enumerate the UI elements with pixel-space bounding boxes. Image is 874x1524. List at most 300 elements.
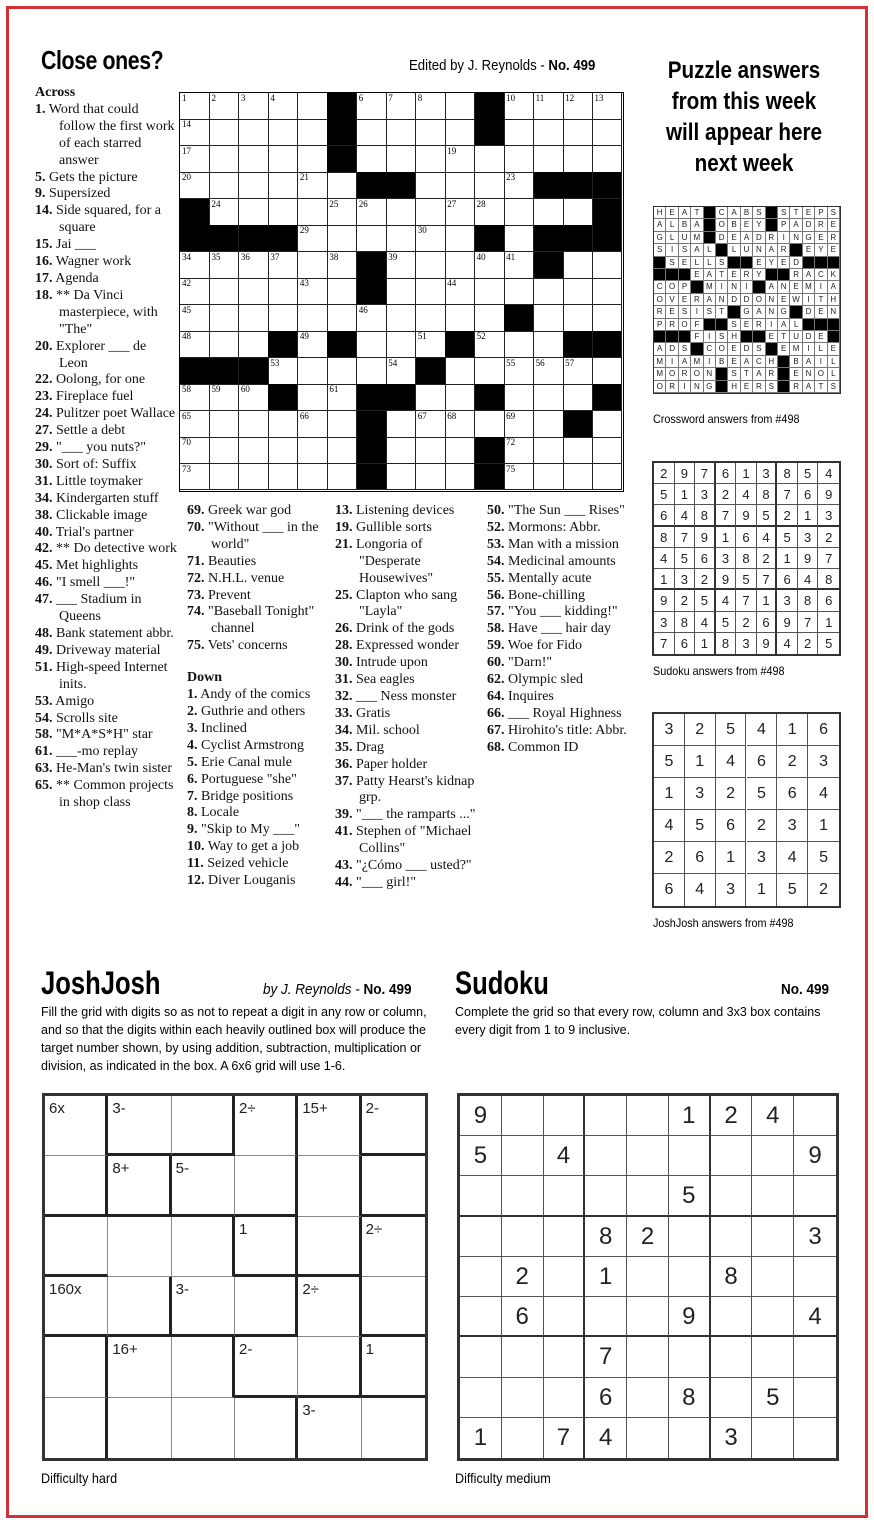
crossword-cell[interactable] xyxy=(268,119,298,146)
crossword-cell[interactable] xyxy=(416,464,446,491)
sudoku-cell[interactable]: 9 xyxy=(460,1096,502,1136)
crossword-cell[interactable] xyxy=(445,172,475,199)
crossword-cell[interactable] xyxy=(268,146,298,173)
sudoku-cell[interactable] xyxy=(669,1136,711,1176)
crossword-cell[interactable] xyxy=(327,437,357,464)
crossword-cell[interactable] xyxy=(475,411,505,438)
crossword-cell[interactable] xyxy=(357,331,387,358)
crossword-cell[interactable] xyxy=(209,93,239,120)
crossword-cell[interactable] xyxy=(504,146,534,173)
joshjosh-cell[interactable] xyxy=(172,1156,235,1216)
sudoku-cell[interactable] xyxy=(669,1217,711,1257)
sudoku-cell[interactable] xyxy=(627,1337,669,1377)
crossword-cell[interactable] xyxy=(593,437,623,464)
crossword-cell[interactable] xyxy=(209,331,239,358)
crossword-cell[interactable] xyxy=(239,146,269,173)
crossword-cell[interactable] xyxy=(298,172,328,199)
crossword-cell[interactable] xyxy=(298,358,328,385)
crossword-cell[interactable] xyxy=(445,411,475,438)
crossword-cell[interactable] xyxy=(445,358,475,385)
sudoku-cell[interactable] xyxy=(460,1297,502,1337)
sudoku-cell[interactable] xyxy=(752,1257,794,1297)
crossword-cell[interactable] xyxy=(504,225,534,252)
crossword-cell[interactable] xyxy=(593,411,623,438)
sudoku-cell[interactable]: 5 xyxy=(460,1136,502,1176)
crossword-cell[interactable] xyxy=(416,119,446,146)
crossword-cell[interactable] xyxy=(298,119,328,146)
sudoku-cell[interactable] xyxy=(794,1176,836,1216)
crossword-cell[interactable] xyxy=(563,146,593,173)
crossword-cell[interactable] xyxy=(504,172,534,199)
crossword-cell[interactable] xyxy=(209,305,239,332)
crossword-cell[interactable] xyxy=(563,93,593,120)
sudoku-cell[interactable]: 5 xyxy=(752,1378,794,1418)
crossword-cell[interactable] xyxy=(534,331,564,358)
joshjosh-cell[interactable] xyxy=(298,1277,361,1337)
crossword-cell[interactable] xyxy=(298,225,328,252)
crossword-cell[interactable] xyxy=(239,305,269,332)
crossword-cell[interactable] xyxy=(475,172,505,199)
crossword-cell[interactable] xyxy=(239,119,269,146)
crossword-cell[interactable] xyxy=(298,305,328,332)
sudoku-cell[interactable] xyxy=(627,1096,669,1136)
sudoku-cell[interactable]: 4 xyxy=(585,1418,627,1458)
crossword-cell[interactable] xyxy=(416,384,446,411)
crossword-cell[interactable] xyxy=(268,305,298,332)
crossword-cell[interactable] xyxy=(298,411,328,438)
joshjosh-cell[interactable] xyxy=(298,1096,361,1156)
crossword-cell[interactable] xyxy=(386,119,416,146)
crossword-cell[interactable] xyxy=(504,384,534,411)
crossword-cell[interactable] xyxy=(534,384,564,411)
sudoku-cell[interactable] xyxy=(544,1378,586,1418)
crossword-cell[interactable] xyxy=(327,358,357,385)
crossword-cell[interactable] xyxy=(268,358,298,385)
crossword-cell[interactable] xyxy=(475,331,505,358)
sudoku-cell[interactable] xyxy=(711,1378,753,1418)
crossword-cell[interactable] xyxy=(534,278,564,305)
crossword-cell[interactable] xyxy=(563,199,593,226)
crossword-cell[interactable] xyxy=(327,199,357,226)
crossword-cell[interactable] xyxy=(180,278,210,305)
crossword-cell[interactable] xyxy=(357,146,387,173)
joshjosh-cell[interactable] xyxy=(362,1096,425,1156)
crossword-cell[interactable] xyxy=(386,225,416,252)
crossword-cell[interactable] xyxy=(180,464,210,491)
crossword-cell[interactable] xyxy=(298,146,328,173)
crossword-cell[interactable] xyxy=(180,93,210,120)
sudoku-cell[interactable] xyxy=(669,1418,711,1458)
crossword-cell[interactable] xyxy=(386,411,416,438)
crossword-cell[interactable] xyxy=(209,411,239,438)
crossword-cell[interactable] xyxy=(504,331,534,358)
crossword-cell[interactable] xyxy=(180,172,210,199)
crossword-cell[interactable] xyxy=(327,411,357,438)
crossword-cell[interactable] xyxy=(357,358,387,385)
crossword-cell[interactable] xyxy=(180,146,210,173)
crossword-cell[interactable] xyxy=(416,172,446,199)
sudoku-cell[interactable] xyxy=(794,1337,836,1377)
crossword-cell[interactable] xyxy=(239,464,269,491)
crossword-cell[interactable] xyxy=(357,305,387,332)
crossword-cell[interactable] xyxy=(416,146,446,173)
crossword-cell[interactable] xyxy=(327,252,357,279)
joshjosh-cell[interactable] xyxy=(108,1217,171,1277)
joshjosh-cell[interactable] xyxy=(108,1156,171,1216)
joshjosh-cell[interactable] xyxy=(362,1156,425,1216)
crossword-cell[interactable] xyxy=(298,199,328,226)
crossword-cell[interactable] xyxy=(445,225,475,252)
sudoku-cell[interactable] xyxy=(544,1257,586,1297)
crossword-cell[interactable] xyxy=(239,437,269,464)
crossword-cell[interactable] xyxy=(209,146,239,173)
sudoku-cell[interactable]: 7 xyxy=(585,1337,627,1377)
sudoku-cell[interactable] xyxy=(460,1378,502,1418)
sudoku-cell[interactable] xyxy=(544,1217,586,1257)
crossword-cell[interactable] xyxy=(386,278,416,305)
crossword-cell[interactable] xyxy=(209,252,239,279)
crossword-cell[interactable] xyxy=(327,384,357,411)
joshjosh-cell[interactable] xyxy=(172,1337,235,1397)
sudoku-cell[interactable]: 1 xyxy=(585,1257,627,1297)
sudoku-cell[interactable] xyxy=(502,1378,544,1418)
sudoku-cell[interactable]: 4 xyxy=(752,1096,794,1136)
sudoku-cell[interactable] xyxy=(460,1337,502,1377)
crossword-cell[interactable] xyxy=(475,278,505,305)
sudoku-cell[interactable] xyxy=(585,1297,627,1337)
crossword-cell[interactable] xyxy=(534,146,564,173)
joshjosh-cell[interactable] xyxy=(172,1217,235,1277)
crossword-cell[interactable] xyxy=(268,172,298,199)
sudoku-cell[interactable] xyxy=(585,1176,627,1216)
sudoku-cell[interactable] xyxy=(502,1136,544,1176)
crossword-cell[interactable] xyxy=(593,464,623,491)
crossword-cell[interactable] xyxy=(563,384,593,411)
crossword-cell[interactable] xyxy=(357,199,387,226)
crossword-cell[interactable] xyxy=(534,119,564,146)
crossword-cell[interactable] xyxy=(180,411,210,438)
joshjosh-cell[interactable] xyxy=(108,1398,171,1458)
joshjosh-cell[interactable] xyxy=(45,1398,108,1458)
crossword-cell[interactable] xyxy=(180,437,210,464)
crossword-cell[interactable] xyxy=(563,119,593,146)
joshjosh-cell[interactable] xyxy=(235,1217,298,1277)
sudoku-cell[interactable] xyxy=(460,1176,502,1216)
joshjosh-cell[interactable] xyxy=(298,1217,361,1277)
crossword-cell[interactable] xyxy=(475,305,505,332)
crossword-cell[interactable] xyxy=(298,278,328,305)
crossword-cell[interactable] xyxy=(416,278,446,305)
crossword-cell[interactable] xyxy=(504,252,534,279)
joshjosh-cell[interactable] xyxy=(362,1398,425,1458)
crossword-cell[interactable] xyxy=(563,464,593,491)
sudoku-cell[interactable]: 7 xyxy=(544,1418,586,1458)
crossword-cell[interactable] xyxy=(239,278,269,305)
crossword-cell[interactable] xyxy=(327,225,357,252)
joshjosh-cell[interactable] xyxy=(45,1096,108,1156)
crossword-cell[interactable] xyxy=(239,199,269,226)
crossword-cell[interactable] xyxy=(534,437,564,464)
crossword-cell[interactable] xyxy=(445,146,475,173)
sudoku-cell[interactable] xyxy=(794,1257,836,1297)
crossword-cell[interactable] xyxy=(534,199,564,226)
crossword-cell[interactable] xyxy=(475,146,505,173)
crossword-cell[interactable] xyxy=(180,119,210,146)
sudoku-cell[interactable] xyxy=(460,1217,502,1257)
joshjosh-cell[interactable] xyxy=(172,1398,235,1458)
crossword-cell[interactable] xyxy=(563,437,593,464)
crossword-cell[interactable] xyxy=(475,199,505,226)
joshjosh-cell[interactable] xyxy=(298,1398,361,1458)
crossword-cell[interactable] xyxy=(357,119,387,146)
crossword-cell[interactable] xyxy=(534,305,564,332)
crossword-cell[interactable] xyxy=(209,199,239,226)
crossword-cell[interactable] xyxy=(593,146,623,173)
sudoku-cell[interactable]: 2 xyxy=(502,1257,544,1297)
crossword-cell[interactable] xyxy=(357,225,387,252)
crossword-cell[interactable] xyxy=(563,278,593,305)
sudoku-cell[interactable] xyxy=(585,1096,627,1136)
crossword-cell[interactable] xyxy=(209,464,239,491)
crossword-cell[interactable] xyxy=(563,252,593,279)
crossword-cell[interactable] xyxy=(239,172,269,199)
crossword-cell[interactable] xyxy=(357,93,387,120)
crossword-cell[interactable] xyxy=(593,278,623,305)
sudoku-cell[interactable] xyxy=(794,1418,836,1458)
sudoku-cell[interactable] xyxy=(669,1257,711,1297)
joshjosh-cell[interactable] xyxy=(172,1277,235,1337)
joshjosh-cell[interactable] xyxy=(108,1277,171,1337)
crossword-cell[interactable] xyxy=(534,93,564,120)
crossword-cell[interactable] xyxy=(504,119,534,146)
crossword-cell[interactable] xyxy=(239,384,269,411)
joshjosh-cell[interactable] xyxy=(362,1337,425,1397)
crossword-cell[interactable] xyxy=(504,278,534,305)
answer-letter: M xyxy=(654,368,666,380)
crossword-cell[interactable] xyxy=(209,278,239,305)
sudoku-cell[interactable] xyxy=(502,1096,544,1136)
crossword-cell[interactable] xyxy=(504,199,534,226)
crossword-cell[interactable] xyxy=(416,305,446,332)
crossword-cell[interactable] xyxy=(445,278,475,305)
crossword-cell[interactable] xyxy=(180,384,210,411)
sudoku-cell[interactable] xyxy=(794,1096,836,1136)
crossword-cell[interactable] xyxy=(534,464,564,491)
sudoku-cell[interactable] xyxy=(502,1418,544,1458)
crossword-cell[interactable] xyxy=(386,331,416,358)
crossword-cell[interactable] xyxy=(268,252,298,279)
crossword-cell[interactable] xyxy=(563,305,593,332)
joshjosh-cell[interactable] xyxy=(108,1337,171,1397)
crossword-cell[interactable] xyxy=(386,146,416,173)
sudoku-cell[interactable] xyxy=(627,1176,669,1216)
joshjosh-cell[interactable] xyxy=(298,1337,361,1397)
crossword-cell[interactable] xyxy=(386,252,416,279)
crossword-cell[interactable] xyxy=(209,437,239,464)
sudoku-cell[interactable] xyxy=(752,1418,794,1458)
sudoku-cell[interactable] xyxy=(544,1297,586,1337)
crossword-cell[interactable] xyxy=(298,331,328,358)
crossword-cell[interactable] xyxy=(416,225,446,252)
sudoku-cell[interactable] xyxy=(752,1136,794,1176)
sudoku-cell[interactable] xyxy=(544,1176,586,1216)
sudoku-cell[interactable] xyxy=(627,1257,669,1297)
crossword-cell[interactable] xyxy=(386,437,416,464)
sudoku-cell[interactable]: 9 xyxy=(794,1136,836,1176)
joshjosh-cell[interactable] xyxy=(235,1156,298,1216)
sudoku-cell[interactable] xyxy=(711,1176,753,1216)
sudoku-cell[interactable]: 3 xyxy=(794,1217,836,1257)
crossword-cell[interactable] xyxy=(475,252,505,279)
sudoku-cell[interactable]: 6 xyxy=(502,1297,544,1337)
crossword-cell[interactable] xyxy=(445,464,475,491)
crossword-cell[interactable] xyxy=(593,358,623,385)
crossword-cell[interactable] xyxy=(268,464,298,491)
crossword-cell[interactable] xyxy=(298,93,328,120)
down-clue-text: Way to get a job xyxy=(207,839,300,855)
crossword-cell[interactable] xyxy=(209,119,239,146)
crossword-cell[interactable] xyxy=(268,278,298,305)
crossword-cell[interactable] xyxy=(298,384,328,411)
joshjosh-cell[interactable] xyxy=(362,1277,425,1337)
sudoku-cell[interactable]: 8 xyxy=(669,1378,711,1418)
sudoku-cell[interactable] xyxy=(627,1418,669,1458)
crossword-cell[interactable] xyxy=(504,93,534,120)
sudoku-cell[interactable] xyxy=(711,1217,753,1257)
crossword-cell[interactable] xyxy=(268,199,298,226)
crossword-cell[interactable] xyxy=(416,411,446,438)
sudoku-cell[interactable] xyxy=(627,1378,669,1418)
joshjosh-cell[interactable] xyxy=(108,1096,171,1156)
crossword-cell[interactable] xyxy=(268,437,298,464)
crossword-cell[interactable] xyxy=(327,278,357,305)
sudoku-cell[interactable]: 4 xyxy=(794,1297,836,1337)
sudoku-cell[interactable] xyxy=(502,1176,544,1216)
crossword-cell[interactable] xyxy=(416,199,446,226)
crossword-cell[interactable] xyxy=(386,464,416,491)
crossword-cell[interactable] xyxy=(298,464,328,491)
sudoku-cell[interactable] xyxy=(502,1217,544,1257)
crossword-cell[interactable] xyxy=(268,93,298,120)
crossword-cell[interactable] xyxy=(209,172,239,199)
joshjosh-cell[interactable] xyxy=(45,1277,108,1337)
joshjosh-cell[interactable] xyxy=(235,1398,298,1458)
joshjosh-cell[interactable] xyxy=(235,1096,298,1156)
sudoku-cell[interactable]: 4 xyxy=(544,1136,586,1176)
crossword-cell[interactable] xyxy=(239,93,269,120)
crossword-cell[interactable] xyxy=(445,305,475,332)
joshjosh-cell[interactable] xyxy=(45,1337,108,1397)
crossword-cell[interactable] xyxy=(593,252,623,279)
crossword-cell[interactable] xyxy=(239,252,269,279)
crossword-cell[interactable] xyxy=(327,172,357,199)
sudoku-cell[interactable] xyxy=(794,1378,836,1418)
crossword-cell[interactable] xyxy=(386,199,416,226)
crossword-cell[interactable] xyxy=(180,331,210,358)
sudoku-cell[interactable] xyxy=(502,1337,544,1377)
crossword-cell[interactable] xyxy=(593,119,623,146)
sudoku-cell[interactable]: 5 xyxy=(669,1176,711,1216)
crossword-cell[interactable] xyxy=(504,358,534,385)
sudoku-cell[interactable] xyxy=(752,1297,794,1337)
sudoku-cell[interactable] xyxy=(752,1176,794,1216)
sudoku-cell[interactable] xyxy=(627,1136,669,1176)
crossword-cell[interactable] xyxy=(534,358,564,385)
crossword-cell[interactable] xyxy=(534,411,564,438)
sudoku-cell[interactable]: 1 xyxy=(460,1418,502,1458)
sudoku-cell[interactable] xyxy=(752,1337,794,1377)
crossword-cell[interactable] xyxy=(416,252,446,279)
joshjosh-cell[interactable] xyxy=(172,1096,235,1156)
sudoku-cell[interactable]: 6 xyxy=(585,1378,627,1418)
crossword-cell[interactable] xyxy=(416,93,446,120)
crossword-cell[interactable] xyxy=(239,411,269,438)
crossword-cell[interactable] xyxy=(386,305,416,332)
sudoku-cell[interactable]: 2 xyxy=(627,1217,669,1257)
joshjosh-cell[interactable] xyxy=(45,1217,108,1277)
crossword-cell[interactable] xyxy=(327,464,357,491)
sudoku-cell[interactable] xyxy=(544,1337,586,1377)
sudoku-cell[interactable] xyxy=(752,1217,794,1257)
crossword-cell[interactable] xyxy=(445,252,475,279)
sudoku-cell[interactable] xyxy=(544,1096,586,1136)
crossword-cell[interactable] xyxy=(445,384,475,411)
crossword-cell[interactable] xyxy=(504,464,534,491)
crossword-cell[interactable] xyxy=(445,437,475,464)
joshjosh-cell[interactable] xyxy=(298,1156,361,1216)
crossword-cell[interactable] xyxy=(445,119,475,146)
sudoku-cell[interactable]: 8 xyxy=(711,1257,753,1297)
sudoku-cell[interactable]: 9 xyxy=(669,1297,711,1337)
sudoku-cell[interactable] xyxy=(585,1136,627,1176)
crossword-cell[interactable] xyxy=(593,305,623,332)
sudoku-cell[interactable]: 2 xyxy=(711,1096,753,1136)
sudoku-cell[interactable] xyxy=(669,1337,711,1377)
crossword-cell[interactable] xyxy=(416,437,446,464)
crossword-cell[interactable] xyxy=(563,358,593,385)
crossword-cell[interactable] xyxy=(416,331,446,358)
crossword-cell[interactable] xyxy=(445,199,475,226)
crossword-cell[interactable] xyxy=(298,252,328,279)
crossword-cell[interactable] xyxy=(180,252,210,279)
joshjosh-cell[interactable] xyxy=(45,1156,108,1216)
joshjosh-cell[interactable] xyxy=(235,1277,298,1337)
crossword-cell[interactable] xyxy=(475,358,505,385)
sudoku-cell[interactable]: 1 xyxy=(669,1096,711,1136)
crossword-cell[interactable] xyxy=(386,358,416,385)
crossword-cell[interactable] xyxy=(180,305,210,332)
crossword-cell[interactable] xyxy=(209,384,239,411)
sudoku-cell[interactable] xyxy=(711,1136,753,1176)
crossword-cell[interactable] xyxy=(593,93,623,120)
crossword-cell[interactable] xyxy=(239,331,269,358)
joshjosh-cell[interactable] xyxy=(235,1337,298,1397)
sudoku-cell[interactable] xyxy=(711,1297,753,1337)
crossword-cell[interactable] xyxy=(327,305,357,332)
sudoku-cell[interactable] xyxy=(460,1257,502,1297)
crossword-cell[interactable] xyxy=(504,437,534,464)
crossword-cell[interactable] xyxy=(298,437,328,464)
sudoku-cell[interactable] xyxy=(711,1337,753,1377)
crossword-cell[interactable] xyxy=(268,411,298,438)
sudoku-cell[interactable]: 3 xyxy=(711,1418,753,1458)
joshjosh-cell[interactable] xyxy=(362,1217,425,1277)
sudoku-cell[interactable]: 8 xyxy=(585,1217,627,1257)
sudoku-cell[interactable] xyxy=(627,1297,669,1337)
crossword-cell[interactable] xyxy=(386,93,416,120)
crossword-cell[interactable] xyxy=(504,411,534,438)
crossword-cell[interactable] xyxy=(445,93,475,120)
